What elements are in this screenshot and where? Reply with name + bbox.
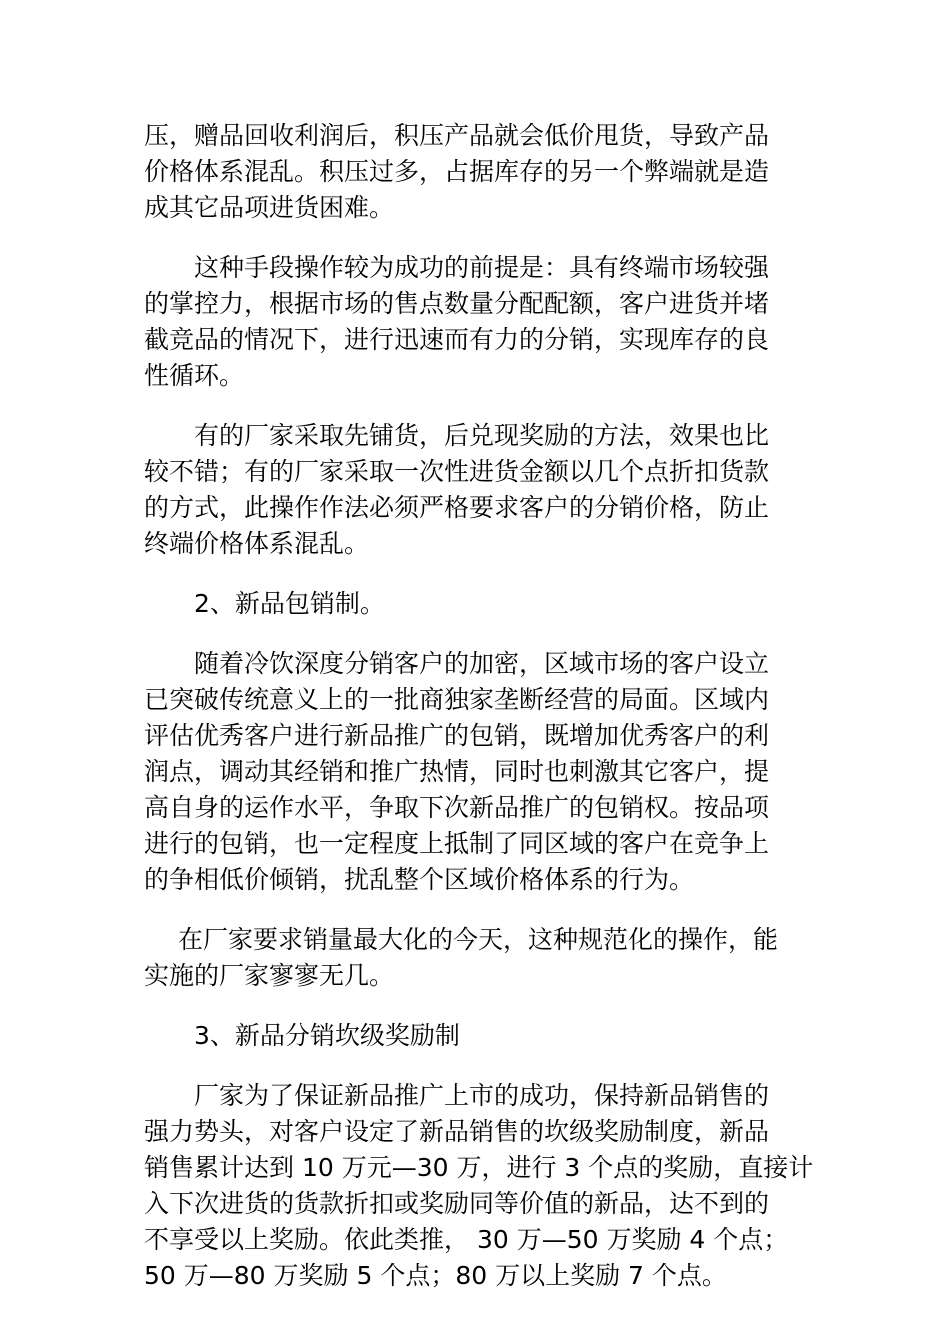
text-line: 进行的包销，也一定程度上抵制了同区域的客户在竞争上 [144,829,770,858]
paragraph [144,418,808,562]
text-line: 已突破传统意义上的一批商独家垄断经营的局面。区域内 [144,685,770,714]
paragraph [144,646,808,898]
heading-text: 2、新品包销制。 [194,589,385,618]
text-line: 性循环。 [144,361,245,390]
text-line: 的掌控力，根据市场的售点数量分配配额，客户进货并堵 [144,289,770,318]
text-line: 入下次进货的货款折扣或奖励同等价值的新品，达不到的 [144,1189,770,1218]
text-line: 较不错；有的厂家采取一次性进货金额以几个点折扣货款 [144,457,770,486]
text-line: 高自身的运作水平，争取下次新品推广的包销权。按品项 [144,793,770,822]
text-line: 在厂家要求销量最大化的今天，这种规范化的操作，能 [178,925,779,954]
text-line: 销售累计达到 10 万元—30 万，进行 3 个点的奖励，直接计 [144,1153,814,1182]
text-line: 价格体系混乱。积压过多，占据库存的另一个弊端就是造 [144,157,770,186]
text-line: 截竞品的情况下，进行迅速而有力的分销，实现库存的良 [144,325,770,354]
paragraph [144,1078,814,1294]
document-body [144,118,814,1316]
text-line: 50 万—80 万奖励 5 个点；80 万以上奖励 7 个点。 [144,1261,727,1290]
text-line: 终端价格体系混乱。 [144,529,370,558]
text-line: 的方式，此操作作法必须严格要求客户的分销价格，防止 [144,493,770,522]
paragraph [144,118,808,226]
heading-text: 3、新品分销坎级奖励制 [194,1021,460,1050]
text-line: 实施的厂家寥寥无几。 [144,961,395,990]
text-line: 强力势头，对客户设定了新品销售的坎级奖励制度，新品 [144,1117,770,1146]
text-line: 的争相低价倾销，扰乱整个区域价格体系的行为。 [144,865,695,894]
section-heading [144,1018,808,1054]
paragraph [144,922,808,994]
text-line: 成其它品项进货困难。 [144,193,395,222]
text-line: 这种手段操作较为成功的前提是：具有终端市场较强 [194,253,770,282]
paragraph [144,250,808,394]
text-line: 有的厂家采取先铺货，后兑现奖励的方法，效果也比 [194,421,770,450]
text-line: 压，赠品回收利润后，积压产品就会低价甩货，导致产品 [144,121,770,150]
text-line: 润点，调动其经销和推广热情，同时也刺激其它客户，提 [144,757,770,786]
section-heading [144,586,808,622]
text-line: 不享受以上奖励。依此类推， 30 万—50 万奖励 4 个点； [144,1225,789,1254]
text-line: 厂家为了保证新品推广上市的成功，保持新品销售的 [194,1081,770,1110]
text-line: 随着冷饮深度分销客户的加密，区域市场的客户设立 [194,649,770,678]
text-line: 评估优秀客户进行新品推广的包销，既增加优秀客户的利 [144,721,770,750]
